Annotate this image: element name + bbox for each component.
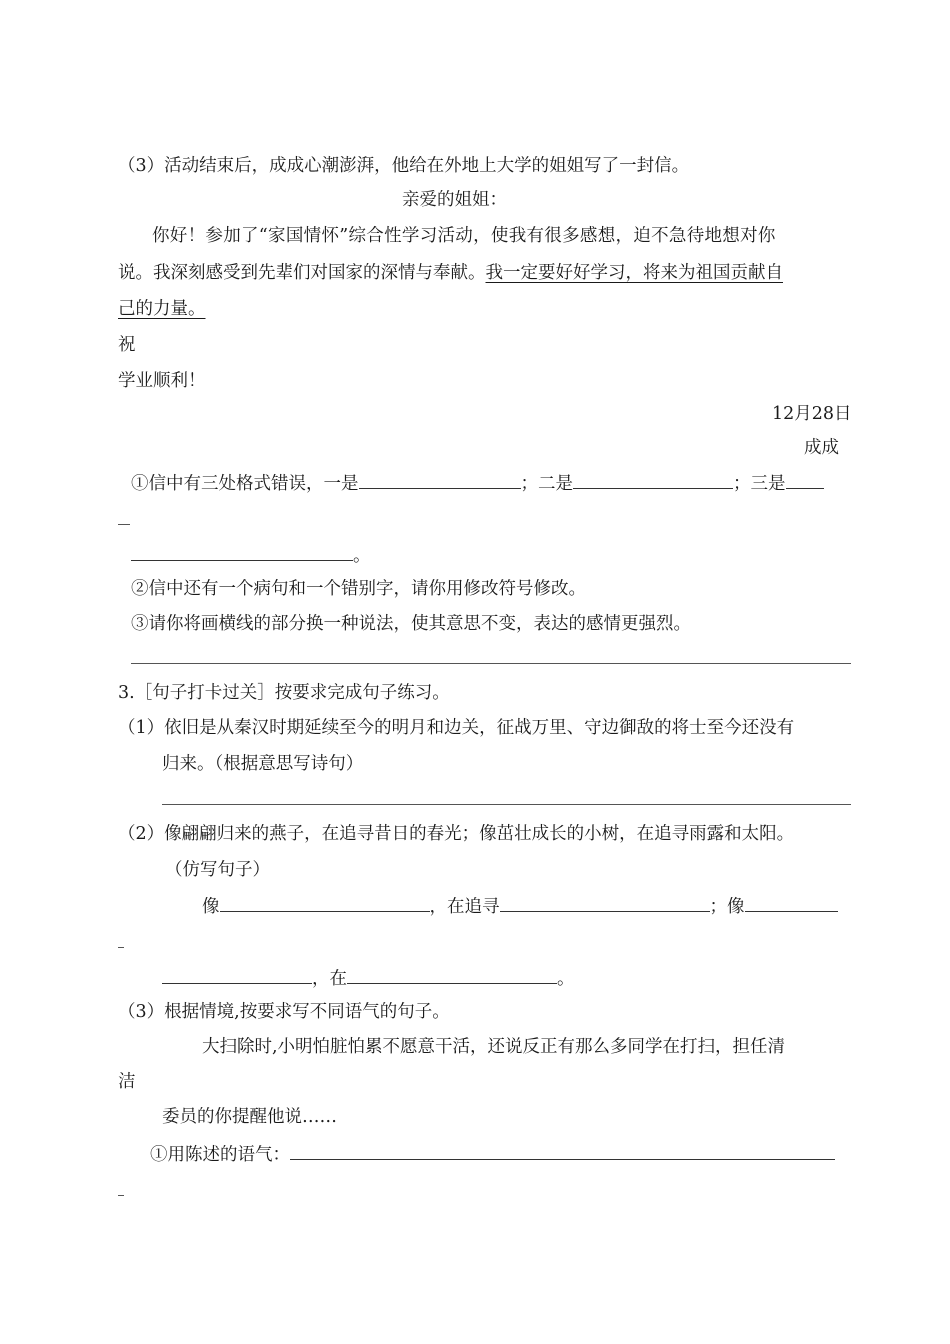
item2-blank-3-wrap[interactable] xyxy=(118,947,124,948)
item3-q1-blank-wrap[interactable] xyxy=(118,1195,124,1196)
item2-fill-a: 像 xyxy=(202,897,220,917)
letter-body-line2 xyxy=(118,261,783,285)
item2-fill-c: ；像 xyxy=(709,897,745,917)
question-1-end: 。 xyxy=(353,546,371,566)
item2-line1: （2）像翩翩归来的燕子，在追寻昔日的春光；像茁壮成长的小树，在追寻雨露和太阳。 xyxy=(118,824,795,844)
item2-fill-b: ，在追寻 xyxy=(429,897,500,917)
question-1 xyxy=(131,470,824,496)
item1-line1: （1）依旧是从秦汉时期延续至今的明月和边关，征战万里、守边御敌的将士至今还没有 xyxy=(118,718,795,738)
item3-q1-blank[interactable] xyxy=(290,1141,835,1160)
letter-body-plain: 说。我深刻感受到先辈们对国家的深情与奉献。 xyxy=(118,263,486,283)
letter-closing-2: 学业顺利！ xyxy=(118,371,206,391)
item2-blank-5[interactable] xyxy=(347,965,557,984)
item3-q1-label: ①用陈述的语气： xyxy=(150,1145,290,1165)
item2-blank-1[interactable] xyxy=(220,893,430,912)
letter-closing-1: 祝 xyxy=(118,335,136,355)
part3-intro: （3）活动结束后，成成心潮澎湃，他给在外地上大学的姐姐写了一封信。 xyxy=(118,156,690,176)
answer-blank-2[interactable] xyxy=(573,470,733,489)
item2-fill-line1 xyxy=(202,893,838,919)
letter-underlined-sentence-end: 己的力量。 xyxy=(118,299,206,319)
section-3-title: 3.［句子打卡过关］按要求完成句子练习。 xyxy=(118,683,450,703)
answer-blank-3-wrap[interactable] xyxy=(118,524,130,525)
question-1-prefix: ①信中有三处格式错误，一是 xyxy=(131,474,359,494)
answer-blank-3-cont[interactable] xyxy=(131,542,353,561)
item2-fill-d: ，在 xyxy=(312,969,347,989)
item3-line1: （3）根据情境,按要求写不同语气的句子。 xyxy=(118,1002,450,1022)
item3-line2: 大扫除时,小明怕脏怕累不愿意干活，还说反正有那么多同学在打扫，担任清 xyxy=(202,1037,786,1057)
item2-line2: （仿写句子） xyxy=(165,860,270,880)
item3-line4: 委员的你提醒他说…… xyxy=(162,1107,337,1127)
item2-blank-3[interactable] xyxy=(745,893,838,912)
question-2: ②信中还有一个病句和一个错别字，请你用修改符号修改。 xyxy=(131,579,586,599)
answer-blank-1[interactable] xyxy=(359,470,521,489)
letter-salutation: 亲爱的姐姐： xyxy=(402,190,507,210)
question-1-sep2: ；二是 xyxy=(520,474,573,494)
question-1-continuation xyxy=(131,542,371,568)
item2-blank-2[interactable] xyxy=(500,893,710,912)
letter-signature: 成成 xyxy=(804,438,839,458)
item3-line3: 洁 xyxy=(118,1072,136,1092)
answer-blank-3[interactable] xyxy=(786,470,824,489)
question-3: ③请你将画横线的部分换一种说法，使其意思不变，表达的感情更强烈。 xyxy=(131,614,691,634)
letter-date: 12月28日 xyxy=(772,404,852,424)
answer-line-item1[interactable] xyxy=(162,804,851,805)
letter-underlined-sentence: 我一定要好好学习，将来为祖国贡献自 xyxy=(485,263,783,283)
item2-blank-4[interactable] xyxy=(162,965,312,984)
item1-line2: 归来。（根据意思写诗句） xyxy=(162,754,364,774)
question-1-sep3: ；三是 xyxy=(733,474,786,494)
answer-line-q3[interactable] xyxy=(131,663,851,664)
item2-fill-line2 xyxy=(162,965,575,991)
item2-fill-e: 。 xyxy=(557,969,575,989)
letter-body-line1: 你好！参加了“家国情怀”综合性学习活动，使我有很多感想，迫不急待地想对你 xyxy=(152,226,776,246)
item3-question-1 xyxy=(150,1141,835,1167)
